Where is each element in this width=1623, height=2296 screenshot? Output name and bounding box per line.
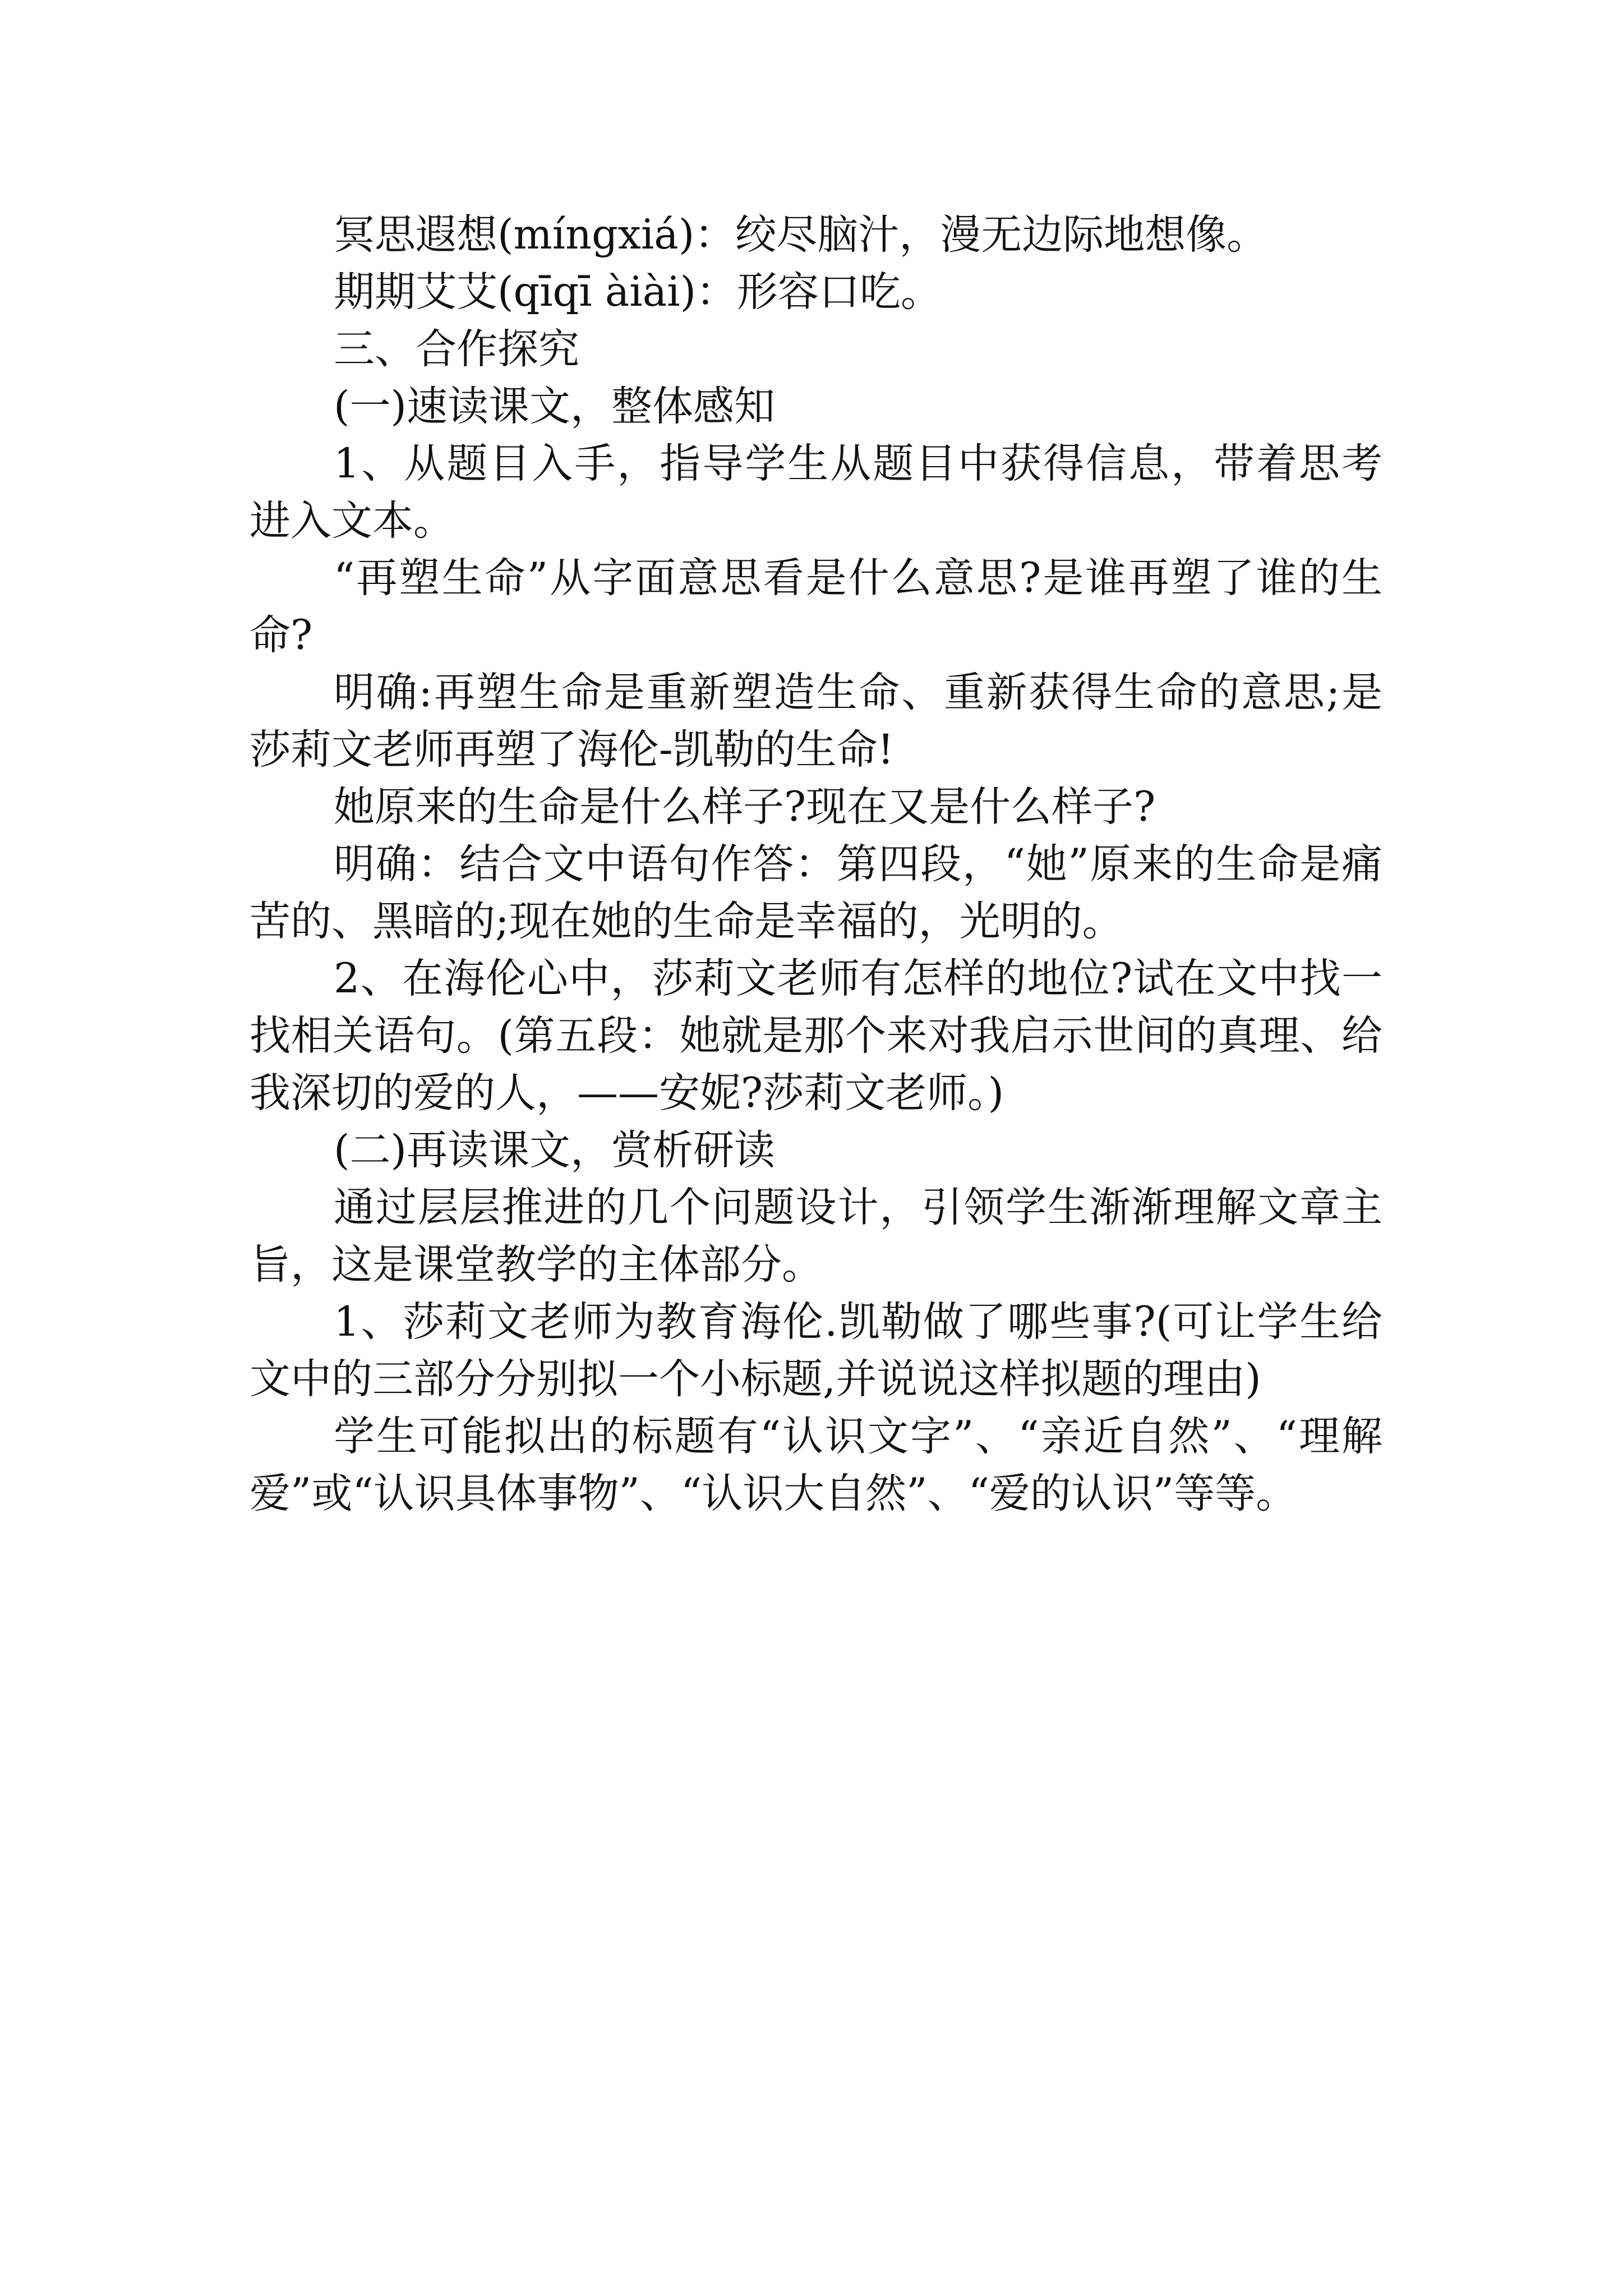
- paragraph-teacher-status: 2、在海伦心中，莎莉文老师有怎样的地位?试在文中找一找相关语句。(第五段：她就是那个来对我启示世间的真理、给我深切的爱的人，——安妮?莎莉文老师。): [250, 955, 1382, 1117]
- paragraph-question-meaning: “再塑生命”从字面意思看是什么意思?是谁再塑了谁的生命?: [250, 554, 1382, 659]
- paragraph-answer-life: 明确：结合文中语句作答：第四段，“她”原来的生命是痛苦的、黑暗的;现在她的生命是幸福的，光明的。: [250, 840, 1382, 945]
- subsection-heading-quick-read: (一)速读课文，整体感知: [334, 383, 775, 430]
- paragraph-answer-meaning: 明确:再塑生命是重新塑造生命、重新获得生命的意思;是莎莉文老师再塑了海伦-凯勒的生命!: [250, 669, 1382, 774]
- subsection-heading-reread: (二)再读课文，赏析研读: [334, 1126, 775, 1174]
- section-heading-cooperative-inquiry: 三、合作探究: [334, 325, 579, 373]
- paragraph-possible-titles: 学生可能拟出的标题有“认识文字”、“亲近自然”、“理解爱”或“认识具体事物”、“认识大自然”、“爱的认识”等等。: [250, 1412, 1382, 1517]
- paragraph-question-life: 她原来的生命是什么样子?现在又是什么样子?: [334, 783, 1156, 831]
- paragraph-pinyin-qiqi: 期期艾艾(qīqī àiài)：形容口吃。: [334, 268, 942, 316]
- paragraph-title-guidance: 1、从题目入手，指导学生从题目中获得信息，带着思考进入文本。: [250, 440, 1382, 545]
- paragraph-question-design: 通过层层推进的几个问题设计，引领学生渐渐理解文章主旨，这是课堂教学的主体部分。: [250, 1184, 1382, 1289]
- paragraph-pinyin-mingsi: 冥思遐想(míngxiá)：绞尽脑汁，漫无边际地想像。: [334, 211, 1268, 259]
- paragraph-teacher-actions: 1、莎莉文老师为教育海伦.凯勒做了哪些事?(可让学生给文中的三部分分别拟一个小标题,并说说这样拟题的理由): [250, 1298, 1382, 1403]
- document-body: [250, 206, 1382, 1522]
